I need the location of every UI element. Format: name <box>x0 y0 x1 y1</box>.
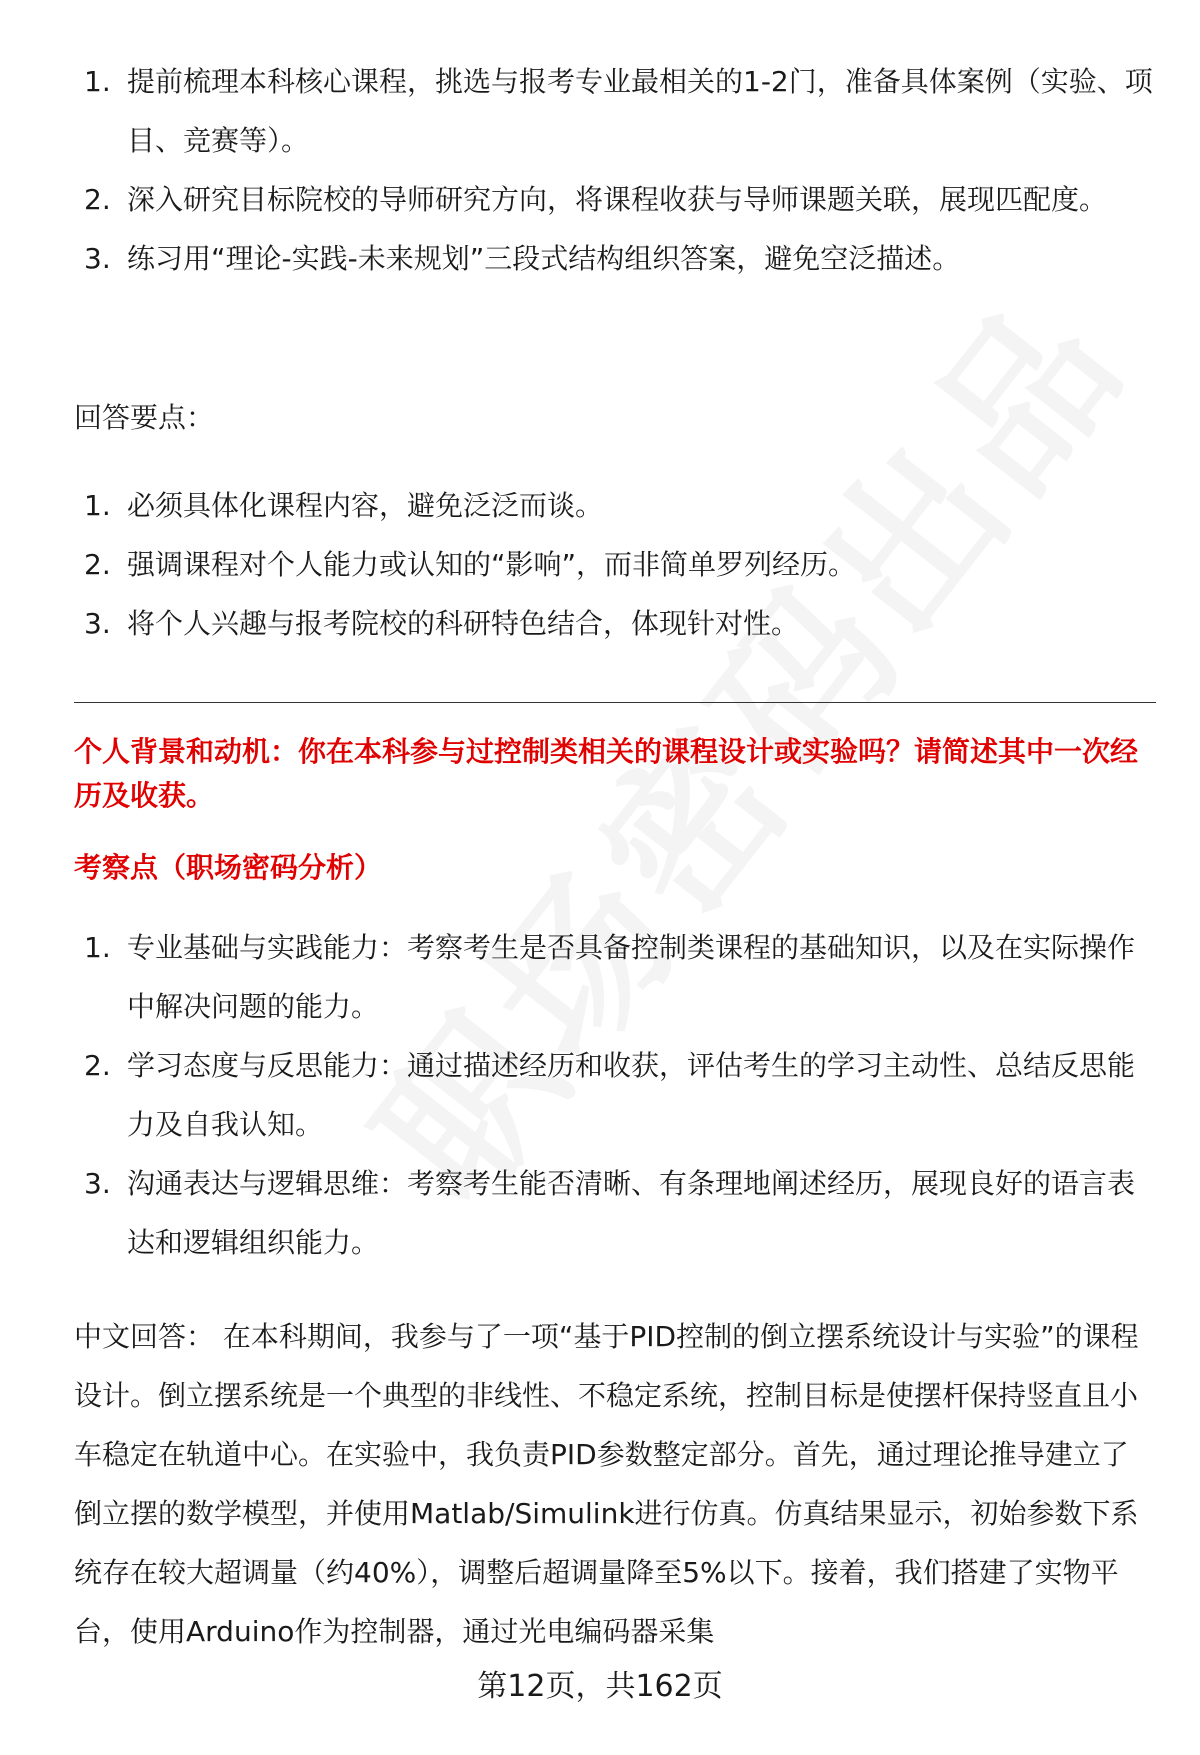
list-item <box>74 229 1154 288</box>
answer-points-heading: 回答要点： <box>74 401 215 434</box>
exam-points-list <box>74 918 1154 1272</box>
preparation-list <box>74 52 1154 288</box>
list-number: 2. <box>84 183 111 216</box>
list-item-text: 练习用“理论-实践-未来规划”三段式结构组织答案，避免空泛描述。 <box>127 242 961 275</box>
list-number: 2. <box>84 548 111 581</box>
answer-points-list <box>74 476 1154 653</box>
list-number: 3. <box>84 607 111 640</box>
list-number: 3. <box>84 242 111 275</box>
list-item <box>74 1154 1154 1272</box>
exam-points-heading: 考察点（职场密码分析） <box>74 851 383 884</box>
list-item <box>74 170 1154 229</box>
list-number: 1. <box>84 489 111 522</box>
list-number: 1. <box>84 931 111 964</box>
question-heading: 个人背景和动机：你在本科参与过控制类相关的课程设计或实验吗？请简述其中一次经历及收获。 <box>74 735 1139 812</box>
list-item-text: 将个人兴趣与报考院校的科研特色结合，体现针对性。 <box>127 607 800 640</box>
list-item-text: 沟通表达与逻辑思维：考察考生能否清晰、有条理地阐述经历，展现良好的语言表达和逻辑组织能力。 <box>127 1167 1136 1259</box>
page-footer: 第12页，共162页 <box>477 1669 723 1704</box>
list-number: 2. <box>84 1049 111 1082</box>
list-item <box>74 535 1154 594</box>
list-number: 3. <box>84 1167 111 1200</box>
list-item <box>74 918 1154 1036</box>
list-number: 1. <box>84 65 111 98</box>
list-item-text: 专业基础与实践能力：考察考生是否具备控制类课程的基础知识，以及在实际操作中解决问题的能力。 <box>127 931 1136 1023</box>
chinese-answer-paragraph: 中文回答： 在本科期间，我参与了一项“基于PID控制的倒立摆系统设计与实验”的课程设计。倒立摆系统是一个典型的非线性、不稳定系统，控制目标是使摆杆保持竖直且小车稳定在轨道中心。在实验中，我负责PID参数整定部分。首先，通过理论推导建立了倒立摆的数学模型，并使用Matlab/Simulink进行仿真。仿真结果显示，初始参数下系统存在较大超调量（约40%），调整后超调量降至5%以下。接着，我们搭建了实物平台，使用Arduino作为控制器，通过光电编码器采集 <box>74 1320 1139 1648</box>
list-item-text: 必须具体化课程内容，避免泛泛而谈。 <box>127 489 604 522</box>
list-item-text: 提前梳理本科核心课程，挑选与报考专业最相关的1-2门，准备具体案例（实验、项目、竞赛等）。 <box>127 65 1153 157</box>
list-item-text: 强调课程对个人能力或认知的“影响”，而非简单罗列经历。 <box>127 548 857 581</box>
list-item-text: 学习态度与反思能力：通过描述经历和收获，评估考生的学习主动性、总结反思能力及自我认知。 <box>127 1049 1136 1141</box>
list-item-text: 深入研究目标院校的导师研究方向，将课程收获与导师课题关联，展现匹配度。 <box>127 183 1108 216</box>
list-item <box>74 476 1154 535</box>
list-item <box>74 594 1154 653</box>
list-item <box>74 1036 1154 1154</box>
list-item <box>74 52 1154 170</box>
section-divider <box>74 702 1156 703</box>
